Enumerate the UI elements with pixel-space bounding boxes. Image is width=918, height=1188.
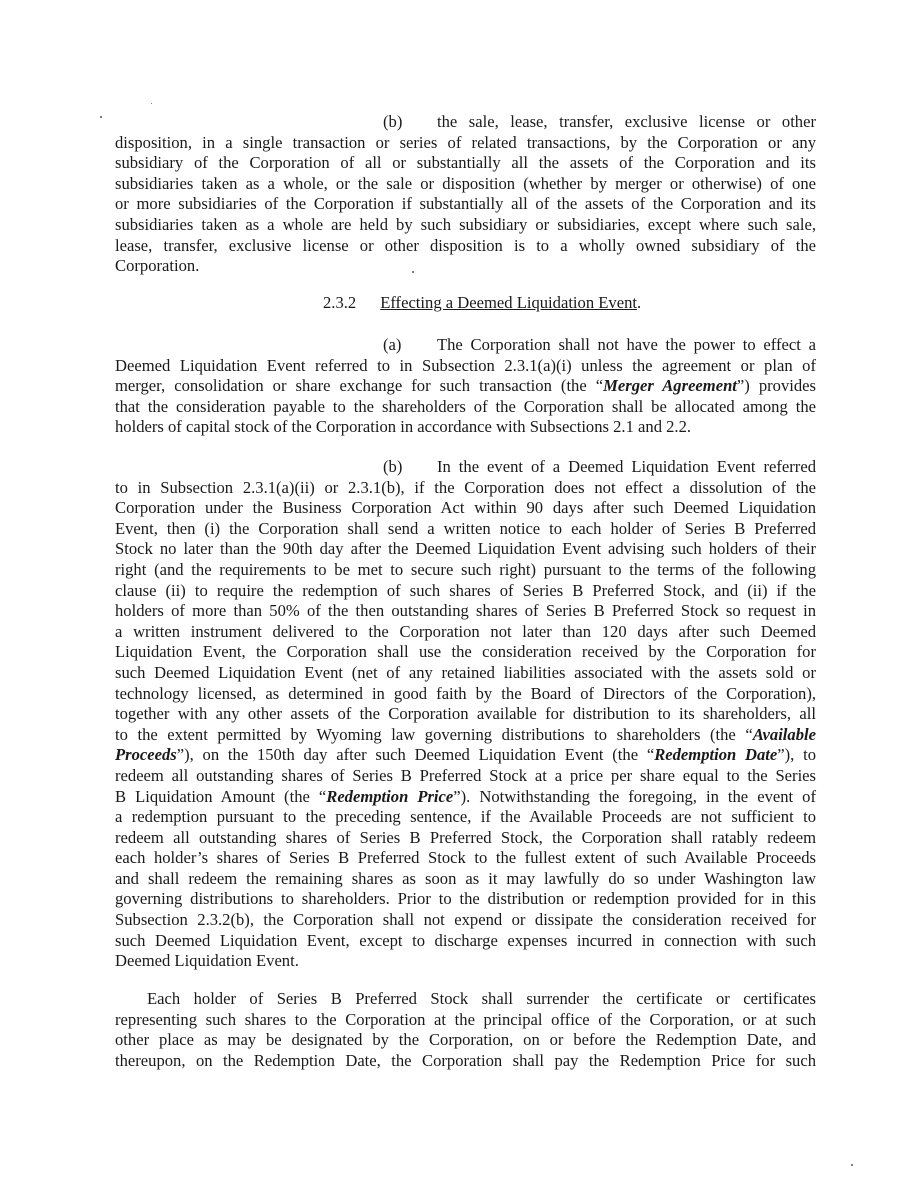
scan-speck: [100, 116, 102, 118]
paragraph-line: Stock no later than the 90th day after the Deemed Liquidation Event advising such holders of their: [115, 539, 816, 559]
paragraph-line: technology licensed, as determined in good faith by the Board of Directors of the Corporation),: [115, 683, 816, 703]
paragraph-line: disposition, in a single transaction or series of related transactions, by the Corporation or any: [115, 132, 816, 152]
paragraph-line: redeem all outstanding shares of Series B Preferred Stock at a price per share equal to the Series: [115, 765, 816, 785]
defined-term-redemption-price: Redemption Price: [326, 786, 454, 806]
paragraph-a-merger-agreement: [115, 335, 816, 438]
paragraph-line: a redemption pursuant to the preceding sentence, if the Available Proceeds are not sufficient to: [115, 807, 816, 827]
paragraph-b-sale-disposition: [115, 112, 816, 277]
paragraph-text: The Corporation shall not have the power to effect a: [437, 335, 816, 354]
paragraph-line: Event, then (i) the Corporation shall send a written notice to each holder of Series B Preferred: [115, 518, 816, 538]
section-number: 2.3.2: [323, 293, 357, 312]
defined-term-redemption-date: Redemption Date: [654, 745, 778, 765]
paragraph-line: subsidiary of the Corporation of all or substantially all the assets of the Corporation and its: [115, 153, 816, 173]
paragraph-line: Each holder of Series B Preferred Stock shall surrender the certificate or certificates: [147, 989, 816, 1008]
paragraph-line: governing distributions to shareholders. Prior to the distribution or redemption provided for in this: [115, 889, 816, 909]
paragraph-line: Corporation.: [115, 256, 200, 276]
paragraph-line: clause (ii) to require the redemption of such shares of Series B Preferred Stock, and (ii) if the: [115, 580, 816, 600]
paragraph-line: subsidiaries taken as a whole, or the sale or disposition (whether by merger or otherwise) of one: [115, 173, 816, 193]
paragraph-line: thereupon, on the Redemption Date, the Corporation shall pay the Redemption Price for such: [115, 1050, 816, 1070]
paragraph-line: right (and the requirements to be met to secure such right) pursuant to the terms of the following: [115, 559, 816, 579]
paragraph-line: a written instrument delivered to the Corporation not later than 120 days after such Deemed: [115, 621, 816, 641]
paragraph-line: representing such shares to the Corporation at the principal office of the Corporation, or at such: [115, 1009, 816, 1029]
paragraph-text: the sale, lease, transfer, exclusive license or other: [437, 112, 816, 131]
text-run: ”), to: [777, 745, 816, 765]
paragraph-line: [115, 725, 816, 746]
paragraph-line: each holder’s shares of Series B Preferred Stock to the fullest extent of such Available Proceeds: [115, 848, 816, 868]
paragraph-line: together with any other assets of the Corporation available for distribution to its shareholders, all: [115, 704, 816, 724]
text-run: ”). Notwithstanding the foregoing, in the event of: [453, 786, 816, 806]
paragraph-line: [115, 787, 816, 808]
paragraph-line: such Deemed Liquidation Event, except to discharge expenses incurred in connection with such: [115, 930, 816, 950]
defined-term-available-proceeds: Available: [752, 724, 816, 744]
paragraph-text: In the event of a Deemed Liquidation Event referred: [437, 457, 816, 476]
paragraph-line: subsidiaries taken as a whole are held by such subsidiary or subsidiaries, except where such sale,: [115, 214, 816, 234]
paragraph-line: Liquidation Event, the Corporation shall use the consideration received by the Corporation for: [115, 642, 816, 662]
paragraph-line: Corporation under the Business Corporation Act within 90 days after such Deemed Liquidation: [115, 498, 816, 518]
paragraph-line: [115, 745, 816, 766]
paragraph-label: (a): [383, 335, 402, 354]
section-title-period: .: [637, 293, 642, 312]
paragraph-surrender-certificates: [115, 989, 816, 1071]
paragraph-line: and shall redeem the remaining shares as soon as it may lawfully do so under Washington law: [115, 868, 816, 888]
section-title: Effecting a Deemed Liquidation Event: [380, 293, 637, 312]
text-run: merger, consolidation or share exchange for such transaction (the “: [115, 376, 604, 396]
paragraph-line: such Deemed Liquidation Event (net of any retained liabilities associated with the assets sold or: [115, 662, 816, 682]
paragraph-line: redeem all outstanding shares of Series B Preferred Stock, the Corporation shall ratably redeem: [115, 827, 816, 847]
section-heading: [323, 293, 641, 314]
text-run: to the extent permitted by Wyoming law governing distributions to shareholders (the “: [115, 724, 753, 744]
paragraph-line: that the consideration payable to the shareholders of the Corporation shall be allocated among the: [115, 396, 816, 416]
paragraph-line: or more subsidiaries of the Corporation if substantially all of the assets of the Corporation and its: [115, 194, 816, 214]
text-run: B Liquidation Amount (the “: [115, 786, 327, 806]
paragraph-line: Deemed Liquidation Event referred to in Subsection 2.3.1(a)(i) unless the agreement or plan of: [115, 355, 816, 375]
paragraph-line: holders of more than 50% of the then outstanding shares of Series B Preferred Stock so request in: [115, 601, 816, 621]
paragraph-b-redemption: [115, 457, 816, 972]
paragraph-line: holders of capital stock of the Corporation in accordance with Subsections 2.1 and 2.2.: [115, 417, 692, 437]
paragraph-label: (b): [383, 112, 403, 131]
defined-term-merger-agreement: Merger Agreement: [603, 376, 737, 396]
text-run: ”) provides: [736, 376, 816, 396]
paragraph-line: to in Subsection 2.3.1(a)(ii) or 2.3.1(b), if the Corporation does not effect a dissolution of the: [115, 477, 816, 497]
paragraph-line: [115, 376, 816, 397]
text-run: ”), on the 150th day after such Deemed Liquidation Event (the “: [176, 745, 655, 765]
paragraph-label: (b): [383, 457, 403, 476]
scan-speck: [851, 1164, 853, 1166]
scan-speck: [151, 103, 152, 104]
defined-term-available-proceeds: Proceeds: [115, 745, 177, 765]
paragraph-line: Deemed Liquidation Event.: [115, 951, 299, 971]
paragraph-line: other place as may be designated by the Corporation, on or before the Redemption Date, and: [115, 1030, 816, 1050]
paragraph-line: Subsection 2.3.2(b), the Corporation shall not expend or dissipate the consideration received for: [115, 910, 816, 930]
paragraph-line: lease, transfer, exclusive license or other disposition is to a wholly owned subsidiary of the: [115, 235, 816, 255]
